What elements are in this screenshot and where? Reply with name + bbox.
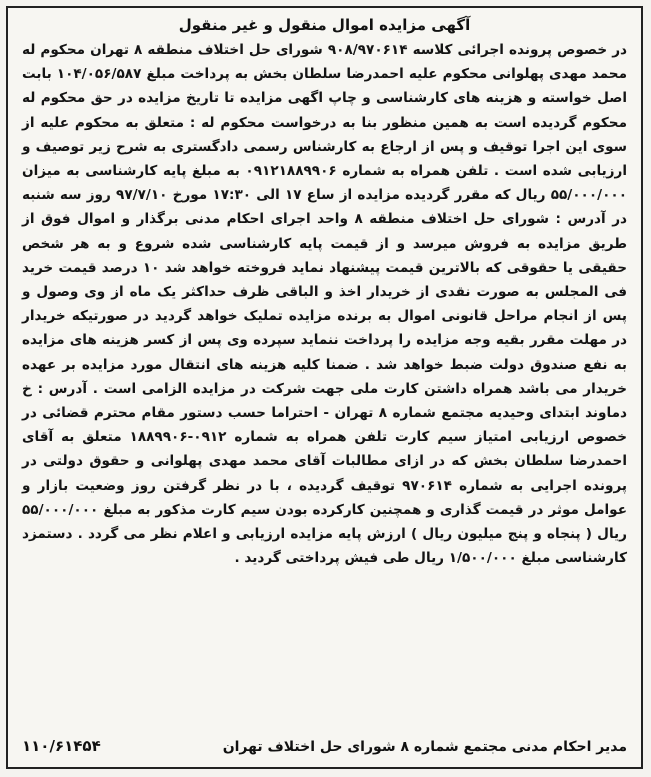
notice-title: آگهی مزایده اموال منقول و غیر منقول xyxy=(178,16,471,34)
signature-line: مدیر احکام مدنی مجتمع شماره ۸ شورای حل اختلاف تهران xyxy=(222,739,627,755)
notice-code: ۱۱۰/۶۱۴۵۴ xyxy=(22,737,101,755)
notice-body: در خصوص پرونده اجرائی کلاسه ۹۰۸/۹۷۰۶۱۴ شورای حل اختلاف منطقه ۸ تهران محکوم له محمد مهدی پهلوانی محکوم علیه احمدرضا سلطان بخش به پرداخت مبلغ ۱۰۴/۰۵۶/۵۸۷ بابت اصل خواسته و هزینه های کارشناسی و چاپ اگهی مزایده تا تاریخ مزایده در حق محکوم له محکوم گردیده است به همین منظور بنا به درخواست محکوم له : متعلق به محکوم علیه از سوی این اجرا توقیف و پس از ارجاع به کارشناس رسمی دادگستری به شرح زیر توصیف و ارزیابی شده است . تلفن همراه به شماره ۰۹۱۲۱۸۸۹۹۰۶ به مبلغ پایه کارشناسی به میزان ۵۵/۰۰۰/۰۰۰ ریال که مقرر گردیده مزایده از ساع ۱۷ الی ۱۷:۳۰ مورخ ۹۷/۷/۱۰ روز سه شنبه در آدرس : شورای حل اختلاف منطقه ۸ واحد اجرای احکام مدنی برگذار و اموال فوق از طریق مزایده به فروش میرسد و از قیمت پایه کارشناسی شده شروع و به هر شخص حقیقی یا حقوقی که بالاترین قیمت پیشنهاد نماید فروخته خواهد شد ۱۰ درصد قیمت خرید فی المجلس به صورت نقدی از خریدار اخذ و الباقی ظرف حداکثر یک ماه از وی وصول و پس از انجام مراحل قانونی اموال به برنده مزایده تملیک خواهد گردید در صورتیکه خریدار در مهلت مقرر بقیه وجه مزایده را پرداخت ننماید سپرده وی پس از کسر هزینه های مزایده به نفع صندوق دولت ضبط خواهد شد . ضمنا کلیه هزینه های انتقال مورد مزایده بر عهده خریدار می باشد همراه داشتن کارت ملی جهت شرکت در مزایده الزامی است . آدرس : خ دماوند ابتدای وحیدیه مجتمع شماره ۸ تهران - احتراما حسب دستور مقام محترم قضائی در خصوص ارزیابی امتیاز سیم کارت تلفن همراه به شماره ۰۹۱۲-۱۸۸۹۹۰۶ متعلق به آقای احمدرضا سلطان بخش که در ازای مطالبات آقای محمد مهدی پهلوانی و حقوق دولتی در پرونده اجرایی به شماره ۹۷۰۶۱۴ توقیف گردیده ، با در نظر گرفتن روز وضعیت بازار و عوامل موثر در قیمت گذاری و همچنین کارکرده بودن سیم کارت مذکور به مبلغ ۵۵/۰۰۰/۰۰۰ ریال ( پنجاه و پنج میلیون ریال ) ارزش پایه مزایده ارزیابی و اعلام نظر می گردد . دستمزد کارشناسی مبلغ ۱/۵۰۰/۰۰۰ ریال طی فیش پرداختی گردید . xyxy=(22,42,628,567)
notice-box xyxy=(6,6,643,769)
notice-footer xyxy=(22,737,627,755)
